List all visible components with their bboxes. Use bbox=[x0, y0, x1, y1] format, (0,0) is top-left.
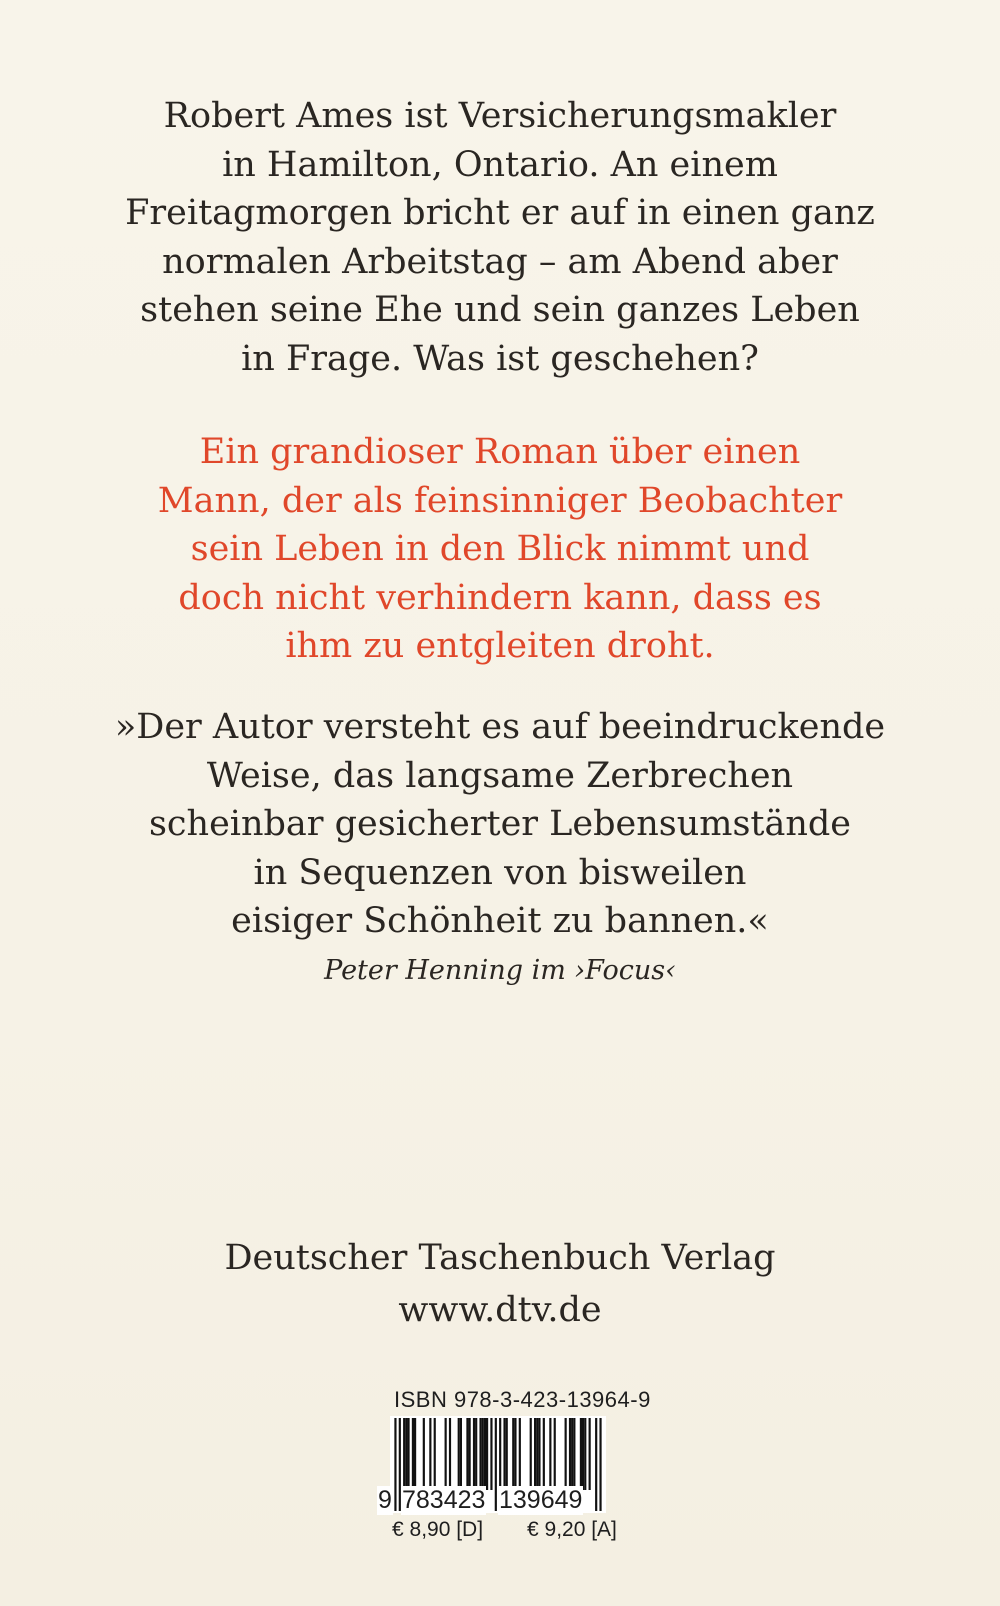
synopsis-line: stehen seine Ehe und sein ganzes Leben bbox=[140, 290, 860, 330]
barcode-bar bbox=[445, 1418, 447, 1490]
barcode-bar bbox=[573, 1418, 575, 1490]
barcode-bar bbox=[554, 1418, 556, 1490]
barcode-bar bbox=[394, 1418, 396, 1511]
barcode-bar bbox=[512, 1418, 514, 1490]
barcode-bar bbox=[599, 1418, 601, 1511]
ean-left-group: 783423 bbox=[402, 1486, 486, 1514]
quote-line: in Sequenzen von bisweilen bbox=[253, 852, 747, 893]
synopsis-line: Freitagmorgen bricht er auf in einen ganz bbox=[125, 193, 875, 233]
barcode-bar bbox=[595, 1418, 597, 1511]
barcode-bar bbox=[405, 1418, 407, 1490]
barcode-bar bbox=[543, 1418, 545, 1490]
barcode-bar bbox=[403, 1418, 405, 1490]
synopsis-text bbox=[0, 92, 1000, 383]
ean-right-group: 139649 bbox=[499, 1486, 583, 1514]
barcode-bar bbox=[519, 1418, 521, 1490]
synopsis-line: Robert Ames ist Versicherungsmakler bbox=[163, 96, 837, 136]
blurb-line: Ein grandioser Roman über einen bbox=[199, 432, 801, 472]
blurb-line: ihm zu entgleiten droht. bbox=[285, 626, 715, 666]
barcode-bar bbox=[582, 1418, 584, 1490]
barcode-bar bbox=[484, 1418, 486, 1490]
review-quote bbox=[0, 703, 1000, 946]
synopsis-line: in Frage. Was ist geschehen? bbox=[241, 338, 759, 379]
ean-first-digit: 9 bbox=[378, 1486, 392, 1514]
barcode-bar bbox=[423, 1418, 425, 1490]
barcode-bar bbox=[530, 1418, 532, 1490]
blurb-line: doch nicht verhindern kann, dass es bbox=[178, 577, 822, 618]
barcode-bar bbox=[449, 1418, 451, 1490]
barcode-bar bbox=[475, 1418, 477, 1490]
quote-line: »Der Autor versteht es auf beeindruckende bbox=[114, 707, 886, 747]
barcode-bar bbox=[503, 1418, 505, 1490]
blurb-line: sein Leben in den Blick nimmt und bbox=[190, 529, 810, 569]
barcode-bar bbox=[466, 1418, 468, 1490]
barcode-bar bbox=[458, 1418, 460, 1490]
price-austria: € 9,20 [A] bbox=[527, 1518, 617, 1541]
barcode-bar bbox=[569, 1418, 571, 1490]
barcode-bar bbox=[571, 1418, 573, 1490]
barcode-bar bbox=[460, 1418, 462, 1490]
barcode-bar bbox=[486, 1418, 488, 1490]
barcode-bar bbox=[580, 1418, 582, 1490]
barcode-bar bbox=[473, 1418, 475, 1490]
barcode-bar bbox=[412, 1418, 414, 1490]
barcode-bar bbox=[414, 1418, 416, 1490]
synopsis-line: in Hamilton, Ontario. An einem bbox=[222, 144, 778, 185]
barcode-bar bbox=[536, 1418, 538, 1490]
barcode-bar bbox=[469, 1418, 471, 1490]
quote-line: scheinbar gesicherter Lebensumstände bbox=[148, 804, 852, 844]
barcode-bar bbox=[482, 1418, 484, 1490]
publisher-website: www.dtv.de bbox=[398, 1290, 602, 1330]
quote-attribution: Peter Henning im ›Focus‹ bbox=[324, 955, 676, 986]
barcode-bar bbox=[495, 1418, 497, 1511]
barcode-bar bbox=[407, 1418, 409, 1490]
price-germany: € 8,90 [D] bbox=[392, 1518, 484, 1541]
barcode-bar bbox=[534, 1418, 536, 1490]
barcode-bar bbox=[584, 1418, 586, 1490]
barcode-bar bbox=[549, 1418, 551, 1490]
barcode-bar bbox=[565, 1418, 567, 1490]
isbn-label: ISBN 978-3-423-13964-9 bbox=[394, 1387, 651, 1412]
barcode-bar bbox=[589, 1418, 591, 1490]
barcode-bar bbox=[490, 1418, 492, 1490]
highlight-blurb bbox=[0, 428, 1000, 671]
barcode-bar bbox=[514, 1418, 516, 1490]
barcode-bar bbox=[479, 1418, 481, 1490]
barcode-bar bbox=[429, 1418, 431, 1490]
publisher-name: Deutscher Taschenbuch Verlag bbox=[224, 1238, 776, 1278]
publisher-info bbox=[0, 1232, 1000, 1336]
barcode-bar bbox=[538, 1418, 540, 1490]
barcode-bar bbox=[506, 1418, 508, 1490]
blurb-line: Mann, der als feinsinniger Beobachter bbox=[157, 480, 843, 521]
quote-line: eisiger Schönheit zu bannen.« bbox=[231, 901, 769, 941]
synopsis-line: normalen Arbeitstag – am Abend aber bbox=[162, 241, 838, 282]
barcode-bar bbox=[434, 1418, 436, 1490]
quote-line: Weise, das langsame Zerbrechen bbox=[206, 755, 794, 796]
